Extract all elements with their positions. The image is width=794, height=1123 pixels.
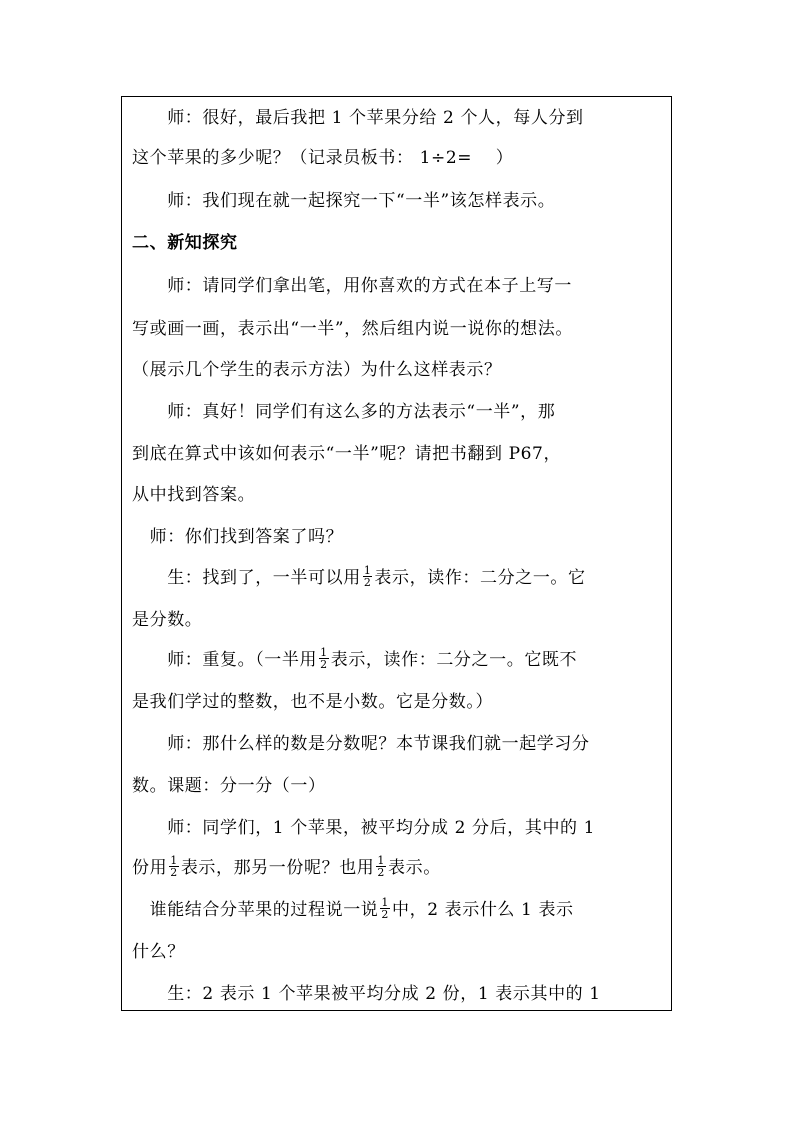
fraction-numerator: 1 <box>381 896 390 909</box>
text-segment: 谁能结合分苹果的过程说一说 <box>132 900 379 920</box>
section-heading: 二、新知探究 <box>132 233 238 253</box>
text-segment: 表示，读作：二分之一。它既不 <box>330 650 578 670</box>
text-line: 从中找到答案。 <box>132 485 256 505</box>
fraction-denominator: 2 <box>363 576 372 589</box>
text-line: 师：你们找到答案了吗？ <box>132 527 344 547</box>
fraction-denominator: 2 <box>381 908 390 921</box>
fraction-one-half <box>319 647 329 670</box>
text-line: 是我们学过的整数，也不是小数。它是分数。） <box>132 692 494 712</box>
text-line: 什么？ <box>132 942 185 962</box>
text-line <box>132 896 672 922</box>
text-line: 师：同学们，1 个苹果，被平均分成 2 分后，其中的 1 <box>132 818 596 838</box>
text-line: 生：2 表示 1 个苹果被平均分成 2 份，1 表示其中的 1 <box>132 984 601 1004</box>
text-line: 写或画一画，表示出“一半”，然后组内说一说你的想法。 <box>132 319 573 339</box>
fraction-numerator: 1 <box>170 854 178 867</box>
fraction-one-half <box>363 565 373 588</box>
text-segment: 生：找到了，一半可以用 <box>132 568 361 588</box>
text-line: 师：那什么样的数是分数呢？本节课我们就一起学习分 <box>132 734 590 754</box>
fraction-numerator: 1 <box>320 646 328 659</box>
text-line <box>132 564 672 590</box>
text-line: 数。课题：分一分（一） <box>132 776 326 796</box>
text-line: 这个苹果的多少呢？（记录员板书： 1÷2= ） <box>132 148 514 168</box>
text-line: 是分数。 <box>132 610 203 630</box>
fraction-one-half <box>376 855 386 878</box>
lesson-table-cell <box>121 96 672 1011</box>
text-line: 师：真好！同学们有这么多的方法表示“一半”，那 <box>132 402 556 422</box>
text-line <box>132 646 672 672</box>
fraction-denominator: 2 <box>377 866 386 879</box>
fraction-one-half <box>380 897 390 920</box>
text-segment: 师：重复。（一半用 <box>132 650 318 670</box>
fraction-denominator: 2 <box>320 658 328 671</box>
text-segment: 中，2 表示什么 1 表示 <box>392 900 574 920</box>
fraction-denominator: 2 <box>170 866 178 879</box>
fraction-numerator: 1 <box>377 854 386 867</box>
text-segment: 表示，读作：二分之一。它 <box>374 568 586 588</box>
text-segment: 表示，那另一份呢？也用 <box>180 858 375 878</box>
text-line: 师：很好，最后我把 1 个苹果分给 2 个人，每人分到 <box>132 108 584 128</box>
text-line: 师：我们现在就一起探究一下“一半”该怎样表示。 <box>132 191 556 211</box>
text-line: 到底在算式中该如何表示“一半”呢？请把书翻到 P67， <box>132 444 562 464</box>
text-line: （展示几个学生的表示方法）为什么这样表示？ <box>132 360 502 380</box>
text-segment: 份用 <box>132 858 168 878</box>
text-line <box>132 854 672 880</box>
fraction-one-half <box>169 855 179 878</box>
fraction-numerator: 1 <box>363 564 372 577</box>
text-segment: 表示。 <box>388 858 441 878</box>
text-line: 师：请同学们拿出笔，用你喜欢的方式在本子上写一 <box>132 276 572 296</box>
